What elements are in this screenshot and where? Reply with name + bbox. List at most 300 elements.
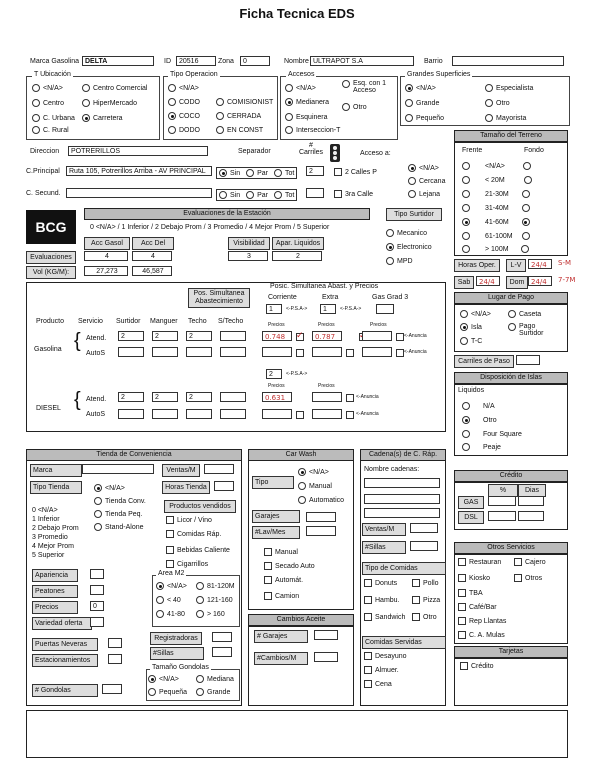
accesos-title: Accesos — [288, 71, 315, 78]
precios-field[interactable]: 0 — [90, 601, 104, 611]
pos-corriente[interactable]: 1 — [266, 304, 282, 314]
radio-icon — [82, 99, 90, 107]
checkbox-icon — [412, 613, 420, 621]
cadena-nombre-2[interactable] — [364, 494, 440, 504]
islas-otro[interactable]: Otro — [462, 416, 497, 424]
dsl-techo[interactable]: 2 — [186, 392, 212, 402]
terreno-r6: > 100M — [462, 245, 532, 253]
islas-four[interactable]: Four Square — [462, 430, 522, 438]
area-121[interactable]: 121-160 — [196, 596, 233, 604]
radio-icon — [216, 112, 224, 120]
os-kiosko[interactable]: Kiosko — [458, 574, 490, 582]
page-title: Ficha Tecnica EDS — [239, 6, 355, 21]
price-corriente[interactable]: 0.748 — [262, 331, 292, 341]
price-row2-a[interactable] — [262, 347, 292, 357]
eval-apar-liquidos[interactable]: 2 — [272, 251, 322, 261]
ca-cambios-label: #Cambios/M — [254, 652, 308, 665]
cadena-ventas-field[interactable] — [410, 523, 438, 533]
radio-icon[interactable] — [219, 191, 227, 199]
tt-na[interactable]: <N/A> — [94, 484, 125, 492]
ubic-opt-cc[interactable]: Centro Comercial — [82, 84, 147, 92]
anuncia-3: <-Anuncia — [356, 394, 379, 400]
radio-icon[interactable] — [523, 162, 531, 170]
radio-icon[interactable] — [462, 204, 470, 212]
gond-na[interactable]: <N/A> — [148, 675, 179, 683]
evaluaciones-label: Evaluaciones — [26, 251, 76, 264]
checkbox-icon — [412, 596, 420, 604]
radio-selected-icon[interactable] — [462, 218, 470, 226]
radio-icon — [485, 99, 493, 107]
zona-field[interactable]: 0 — [240, 56, 270, 66]
ca-garajes-field[interactable] — [314, 630, 338, 640]
posic-title: Posic. Simultanea Abast. y Precios — [270, 283, 379, 290]
gondolas-label: # Gondolas — [32, 684, 98, 697]
dsl-atend: Atend. — [86, 396, 107, 403]
radio-icon — [285, 126, 293, 134]
operacion-title: Tipo Operacion — [170, 71, 218, 78]
ubic-opt-hiper[interactable]: HiperMercado — [82, 99, 137, 107]
carriles-paso-field[interactable] — [516, 355, 540, 365]
tc-pizza[interactable]: Pizza — [412, 596, 440, 604]
checkbox-icon — [514, 558, 522, 566]
precios-label: Precios — [32, 601, 78, 614]
dsl-autos-stecho[interactable] — [220, 409, 246, 419]
surt-mecanico[interactable]: Mecanico — [386, 229, 427, 237]
dsl-manguer[interactable]: 2 — [152, 392, 178, 402]
ubic-opt-urbana[interactable]: C. Urbana — [32, 114, 75, 122]
direccion-field[interactable]: POTRERILLOS — [68, 146, 208, 156]
radio-icon — [405, 114, 413, 122]
dom-field[interactable]: 24/4 — [528, 276, 552, 286]
sup-opt-especialista[interactable]: Especialista — [485, 84, 533, 92]
cp-acceso-na[interactable]: <N/A> — [408, 164, 439, 172]
checkbox-icon[interactable] — [396, 333, 404, 341]
radio-icon — [196, 596, 204, 604]
radio-selected-icon — [408, 164, 416, 172]
radio-icon — [196, 675, 204, 683]
radio-icon — [82, 84, 90, 92]
ca-cambios-field[interactable] — [314, 652, 338, 662]
oper-opt-comis[interactable]: COMISIONIST — [216, 98, 273, 106]
gasgrad-label: Gas Grad 3 — [372, 294, 409, 301]
surt-mpd[interactable]: MPD — [386, 257, 413, 265]
eval-visibilidad[interactable]: 3 — [228, 251, 268, 261]
radio-icon[interactable] — [462, 245, 470, 253]
checkbox-icon — [264, 562, 272, 570]
gond-grande[interactable]: Grande — [196, 688, 230, 696]
tienda-marca-field[interactable] — [82, 464, 154, 474]
diesel-label: DIESEL — [36, 405, 61, 412]
radio-icon[interactable] — [522, 232, 530, 240]
radio-icon — [148, 688, 156, 696]
vol-del[interactable]: 46,587 — [132, 266, 172, 276]
tc-donuts[interactable]: Donuts — [364, 579, 397, 587]
tt-standalone[interactable]: Stand-Alone — [94, 523, 144, 531]
gond-pequena[interactable]: Pequeña — [148, 688, 187, 696]
tc-sandwich[interactable]: Sandwich — [364, 613, 405, 621]
registradoras-label: Registradoras — [150, 632, 202, 645]
price-diesel-r2b[interactable] — [312, 409, 342, 419]
eval-acc-gasol[interactable]: 4 — [84, 251, 128, 261]
radio-icon[interactable] — [274, 169, 282, 177]
radio-icon — [342, 103, 350, 111]
c-secund-label: C. Secund. — [26, 190, 61, 197]
pago-isla[interactable]: Isla — [460, 323, 482, 331]
price-diesel-r2a[interactable] — [262, 409, 292, 419]
cw-garajes-field[interactable] — [306, 512, 336, 522]
oper-opt-dodo[interactable]: DODO — [168, 126, 200, 134]
terreno-r0: <N/A> — [462, 162, 534, 170]
tipo-comidas-label: Tipo de Comidas — [362, 562, 446, 575]
checkbox-icon[interactable] — [346, 411, 354, 419]
pago-na[interactable]: <N/A> — [460, 310, 491, 318]
pos-extra[interactable]: 1 — [320, 304, 336, 314]
cp-cercana[interactable]: Cercana — [408, 177, 445, 185]
precios-5: Precios — [318, 383, 335, 389]
checkbox-icon — [166, 546, 174, 554]
tc-pollo[interactable]: Pollo — [412, 579, 439, 587]
os-llantas[interactable]: Rep Llantas — [458, 617, 506, 625]
cadena-nombre-3[interactable] — [364, 508, 440, 518]
gas-autos-stecho[interactable] — [220, 347, 246, 357]
cw-garajes-label: Garajes — [252, 510, 300, 523]
nombre-field[interactable]: ULTRAPOT S.A — [310, 56, 414, 66]
direccion-label: Direccion — [30, 148, 60, 155]
radio-icon[interactable] — [462, 176, 470, 184]
cs-almuer[interactable]: Almuer. — [364, 666, 399, 674]
prod-bebidas[interactable]: Bebidas Caliente — [166, 546, 230, 554]
checkbox-icon — [364, 613, 372, 621]
visibilidad-header: Visibilidad — [228, 237, 270, 250]
credito-gas-pct[interactable] — [488, 496, 516, 506]
area-title: Area M2 — [158, 570, 185, 577]
prod-licor[interactable]: Licor / Vino — [166, 516, 212, 524]
lv-label: L-V — [506, 259, 526, 272]
os-otros[interactable]: Otros — [514, 574, 542, 582]
cadena-header: Cadena(s) de C. Ráp. — [360, 449, 446, 461]
traffic-light-icon — [330, 144, 340, 162]
radio-icon — [285, 84, 293, 92]
radio-icon — [298, 496, 306, 504]
checkbox-icon[interactable] — [296, 411, 304, 419]
cw-chk-camion[interactable]: Camion — [264, 592, 299, 600]
radio-icon[interactable] — [274, 191, 282, 199]
notes-box[interactable] — [26, 710, 568, 758]
tarjetas-header: Tarjetas — [454, 646, 568, 658]
oper-opt-enconst[interactable]: EN CONST — [216, 126, 263, 134]
c-principal-field[interactable]: Ruta 105, Potrerillos Arriba - AV PRINCIPAL — [66, 166, 212, 176]
radio-icon — [285, 113, 293, 121]
pos-gasgrad[interactable] — [376, 304, 394, 314]
gas-surtidor[interactable]: 2 — [118, 331, 144, 341]
id-label: ID — [164, 58, 171, 65]
ventas-label: Ventas/M — [162, 464, 200, 477]
radio-icon[interactable] — [246, 169, 254, 177]
checkbox-icon — [458, 603, 466, 611]
oper-opt-coco[interactable]: COCO — [168, 112, 200, 120]
cadena-sillas-field[interactable] — [410, 541, 438, 551]
radio-icon — [298, 482, 306, 490]
tienda-header: Tienda de Conveniencia — [26, 449, 242, 461]
apar-liquidos-header: Apar. Liquidos — [272, 237, 324, 250]
checkbox-icon — [458, 617, 466, 625]
psa-2: <-P.S.A-> — [340, 306, 362, 312]
ubic-opt-rural[interactable]: C. Rural — [32, 126, 69, 134]
cadena-nombre-1[interactable] — [364, 478, 440, 488]
col-techo: Techo — [188, 318, 207, 325]
radio-icon[interactable] — [462, 190, 470, 198]
os-restauran[interactable]: Restauran — [458, 558, 501, 566]
ubic-opt-na[interactable]: <N/A> — [32, 84, 63, 92]
peatones-field[interactable] — [90, 585, 104, 595]
ubic-opt-carretera[interactable]: Carretera — [82, 114, 123, 122]
price-diesel-b[interactable] — [312, 392, 342, 402]
price-row2-c[interactable] — [362, 347, 392, 357]
checkbox-icon — [364, 596, 372, 604]
dsl-stecho[interactable] — [220, 392, 246, 402]
sab-field[interactable]: 24/4 — [476, 276, 500, 286]
credito-dsl-pct[interactable] — [488, 511, 516, 521]
cp-sep-options: Sin Par Tot — [216, 167, 297, 179]
radio-icon[interactable] — [462, 162, 470, 170]
cs-cena[interactable]: Cena — [364, 680, 392, 688]
os-mulas[interactable]: C. A. Mulas — [458, 631, 505, 639]
diesel-pos[interactable]: 2 — [266, 369, 282, 379]
price-row2-b[interactable] — [312, 347, 342, 357]
radio-icon[interactable] — [246, 191, 254, 199]
dsl-autos: AutoS — [86, 411, 106, 418]
precios-3: Precios — [370, 322, 387, 328]
os-tba[interactable]: TBA — [458, 589, 483, 597]
cs-desayuno[interactable]: Desayuno — [364, 652, 407, 660]
tam-gond-title: Tamaño Gondolas — [152, 664, 209, 671]
tarj-credito[interactable]: Crédito — [460, 662, 494, 670]
gondolas-group — [146, 669, 240, 701]
sup-opt-na[interactable]: <N/A> — [405, 84, 436, 92]
corriente-label: Corriente — [268, 294, 297, 301]
lv-note: S-M — [558, 259, 572, 267]
acc-opt-esq1[interactable]: Esq. con 1 Acceso — [342, 80, 389, 94]
gond-mediana[interactable]: Mediana — [196, 675, 234, 683]
scale-4: 4 Mejor Prom — [32, 543, 75, 550]
radio-selected-icon[interactable] — [219, 169, 227, 177]
radio-icon — [168, 84, 176, 92]
dom-note: 7-7M — [558, 276, 576, 284]
acc-opt-medianera[interactable]: Medianera — [285, 98, 329, 106]
cs-3racalle[interactable]: 3ra Calle — [334, 190, 373, 198]
area-41[interactable]: 41-80 — [156, 610, 185, 618]
cw-lav-label: #Lav/Mes — [252, 526, 300, 539]
extra-label: Extra — [322, 294, 339, 301]
cw-chk-secado[interactable]: Secado Auto — [264, 562, 315, 570]
cs-carriles-field[interactable] — [306, 188, 324, 198]
area-160[interactable]: > 160 — [196, 610, 225, 618]
acc-opt-esquinera[interactable]: Esquinera — [285, 113, 328, 121]
eval-acc-del[interactable]: 4 — [132, 251, 172, 261]
check-icon[interactable] — [296, 333, 304, 341]
os-cafe[interactable]: Café/Bar — [458, 603, 497, 611]
radio-icon — [508, 310, 516, 318]
col-surtidor: Surtidor — [116, 318, 141, 325]
ventas-field[interactable] — [204, 464, 234, 474]
checkbox-icon[interactable] — [296, 349, 304, 357]
price-diesel[interactable]: 0.631 — [262, 392, 292, 402]
surt-electronico[interactable]: Electronico — [386, 243, 432, 251]
cw-chk-automat[interactable]: Automát. — [264, 576, 303, 584]
lv-field[interactable]: 24/4 — [528, 259, 552, 269]
variedad-field[interactable] — [90, 617, 104, 627]
otros-header: Otros Servicios — [454, 542, 568, 554]
tc-hambu[interactable]: Hambu. — [364, 596, 400, 604]
dom-label: Dom — [506, 276, 528, 289]
c-secund-field[interactable] — [66, 188, 212, 198]
radio-icon — [32, 114, 40, 122]
radio-icon — [196, 582, 204, 590]
horas-tienda-field[interactable] — [214, 481, 234, 491]
radio-icon — [94, 510, 102, 518]
pago-caseta[interactable]: Caseta — [508, 310, 541, 318]
price-extra[interactable]: 0.787 — [312, 331, 342, 341]
checkbox-icon[interactable] — [346, 394, 354, 402]
peatones-label: Peatones — [32, 585, 78, 598]
sup-opt-otro[interactable]: Otro — [485, 99, 510, 107]
apariencia-field[interactable] — [90, 569, 104, 579]
radio-icon — [32, 126, 40, 134]
os-cajero[interactable]: Cajero — [514, 558, 546, 566]
acc-gasol-header: Acc Gasol — [84, 237, 130, 250]
credito-dsl-dias[interactable] — [518, 511, 544, 521]
cadena-ventas-label: Ventas/M — [362, 523, 406, 536]
id-field[interactable]: 20516 — [176, 56, 216, 66]
cw-na[interactable]: <N/A> — [298, 468, 329, 476]
radio-icon[interactable] — [522, 204, 530, 212]
islas-na[interactable]: N/A — [462, 402, 495, 410]
cw-auto-radio[interactable]: Automatico — [298, 496, 344, 504]
radio-icon — [462, 430, 470, 438]
acc-opt-na[interactable]: <N/A> — [285, 84, 316, 92]
scale-3: 3 Promedio — [32, 534, 68, 541]
cw-chk-manual[interactable]: Manual — [264, 548, 298, 556]
col-stecho: S/Techo — [218, 318, 244, 325]
marca-label: Marca Gasolina — [30, 58, 80, 65]
ubic-opt-centro[interactable]: Centro — [32, 99, 64, 107]
scale-1: 1 Inferior — [32, 516, 60, 523]
area-na[interactable]: <N/A> — [156, 582, 187, 590]
sup-opt-pequeno[interactable]: Pequeño — [405, 114, 444, 122]
vol-gasol[interactable]: 27,273 — [84, 266, 128, 276]
tienda-sillas-field[interactable] — [212, 647, 232, 657]
nombre-label: Nombre — [284, 58, 309, 65]
cp-2calles[interactable]: 2 Calles P — [334, 168, 377, 176]
cw-lav-field[interactable] — [306, 526, 336, 536]
radio-icon — [94, 523, 102, 531]
pago-surtidor[interactable]: Pago Surtidor — [508, 323, 549, 337]
checkbox-icon — [334, 168, 342, 176]
carriles-paso-label: Carriles de Paso — [454, 355, 514, 368]
radio-icon[interactable] — [521, 245, 529, 253]
dsl-autos-mang[interactable] — [152, 409, 178, 419]
prod-comidas[interactable]: Comidas Ráp. — [166, 530, 221, 538]
prod-cigarrillos[interactable]: Cigarrillos — [166, 560, 208, 568]
registradoras-field[interactable] — [212, 632, 232, 642]
checkbox-icon — [412, 579, 420, 587]
marca-field[interactable]: DELTA — [82, 56, 154, 66]
area-40[interactable]: < 40 — [156, 596, 181, 604]
gas-autos-mang[interactable] — [152, 347, 178, 357]
oper-opt-na[interactable]: <N/A> — [168, 84, 199, 92]
barrio-field[interactable] — [452, 56, 564, 66]
price-gasgrad[interactable] — [362, 331, 392, 341]
radio-icon[interactable] — [462, 232, 470, 240]
tt-conv[interactable]: Tienda Conv. — [94, 497, 146, 505]
sup-opt-grande[interactable]: Grande — [405, 99, 439, 107]
radio-selected-icon — [168, 112, 176, 120]
radio-icon — [94, 497, 102, 505]
gondolas-field[interactable] — [102, 684, 122, 694]
checkbox-icon — [334, 190, 342, 198]
tt-peq[interactable]: Tienda Peq. — [94, 510, 143, 518]
islas-peaje[interactable]: Peaje — [462, 443, 501, 451]
radio-icon[interactable] — [524, 176, 532, 184]
cambios-header: Cambios Aceite — [248, 614, 354, 626]
radio-icon — [485, 114, 493, 122]
radio-icon — [462, 443, 470, 451]
gas-stecho[interactable] — [220, 331, 246, 341]
acc-opt-interseccion[interactable]: Interseccion-T — [285, 126, 340, 134]
pago-tc[interactable]: T-C — [460, 337, 482, 345]
checkbox-icon — [264, 592, 272, 600]
oper-opt-cerrada[interactable]: CERRADA — [216, 112, 261, 120]
checkbox-icon — [264, 548, 272, 556]
cs-lejana[interactable]: Lejana — [408, 190, 440, 198]
gas-manguer[interactable]: 2 — [152, 331, 178, 341]
islas-header: Disposición de Islas — [454, 372, 568, 384]
credito-gas-dias[interactable] — [518, 496, 544, 506]
sup-opt-mayorista[interactable]: Mayorista — [485, 114, 526, 122]
gas-autos-surt[interactable] — [118, 347, 144, 357]
checkbox-icon — [364, 680, 372, 688]
precios-1: Precios — [268, 322, 285, 328]
oper-opt-codo[interactable]: CODO — [168, 98, 200, 106]
puertas-field[interactable] — [108, 638, 122, 648]
radio-icon — [168, 98, 176, 106]
anuncia-1: <-Anuncia — [404, 333, 427, 339]
radio-icon[interactable] — [522, 190, 530, 198]
radio-icon — [168, 126, 176, 134]
cw-manual-radio[interactable]: Manual — [298, 482, 332, 490]
brace-icon: { — [74, 330, 81, 352]
precios-2: Precios — [318, 322, 335, 328]
dsl-surtidor[interactable]: 2 — [118, 392, 144, 402]
checkbox-icon — [166, 530, 174, 538]
area-81[interactable]: 81-120M — [196, 582, 235, 590]
dsl-autos-techo[interactable] — [186, 409, 212, 419]
estac-field[interactable] — [108, 654, 122, 664]
dsl-autos-surt[interactable] — [118, 409, 144, 419]
gas-autos-techo[interactable] — [186, 347, 212, 357]
checkbox-icon — [460, 662, 468, 670]
checkbox-icon[interactable] — [346, 349, 354, 357]
checkbox-icon[interactable] — [396, 349, 404, 357]
acc-opt-otro[interactable]: Otro — [342, 103, 367, 111]
sab-label: Sab — [454, 276, 474, 289]
cp-carriles-field[interactable]: 2 — [306, 166, 324, 176]
barrio-label: Barrio — [424, 58, 443, 65]
radio-selected-icon[interactable] — [522, 218, 530, 226]
tc-otro[interactable]: Otro — [412, 613, 437, 621]
comidas-servidas-label: Comidas Servidas — [362, 636, 446, 649]
gas-techo[interactable]: 2 — [186, 331, 212, 341]
